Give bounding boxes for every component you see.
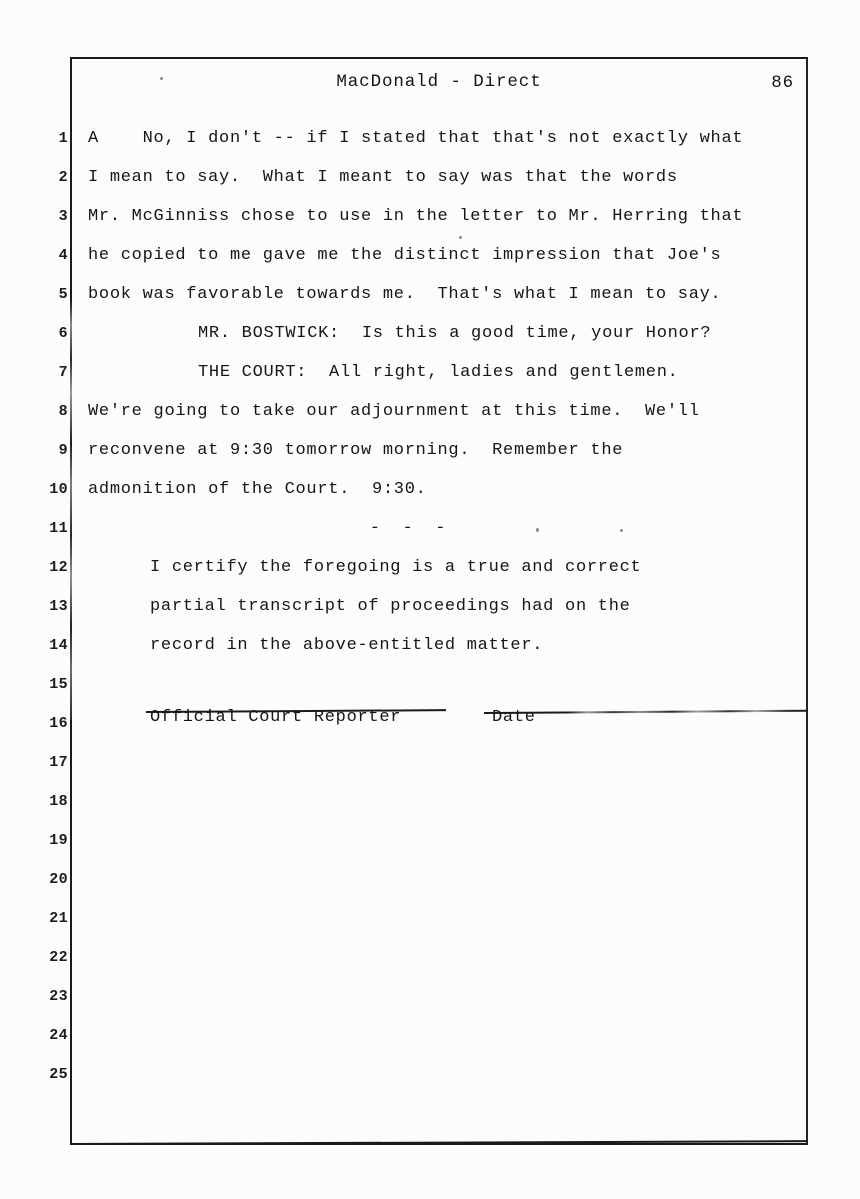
line-number: 16 (49, 715, 68, 732)
line-number: 17 (49, 754, 68, 771)
line-number: 1 (58, 130, 68, 147)
transcript-line: partial transcript of proceedings had on the (150, 597, 631, 616)
line-number: 22 (49, 949, 68, 966)
scan-speck (459, 236, 462, 239)
scan-speck (536, 528, 539, 532)
line-number: 19 (49, 832, 68, 849)
line-number: 8 (58, 403, 68, 420)
transcript-line: THE COURT: All right, ladies and gentlemen. (198, 363, 679, 382)
date-label: Date (492, 708, 536, 727)
transcript-line: Mr. McGinniss chose to use in the letter to Mr. Herring that (88, 207, 744, 226)
line-number: 6 (58, 325, 68, 342)
line-number: 18 (49, 793, 68, 810)
scan-speck (160, 77, 163, 80)
line-number: 7 (58, 364, 68, 381)
transcript-line: I certify the foregoing is a true and correct (150, 558, 642, 577)
line-number: 15 (49, 676, 68, 693)
line-number: 21 (49, 910, 68, 927)
line-number: 20 (49, 871, 68, 888)
line-number: 13 (49, 598, 68, 615)
line-number: 23 (49, 988, 68, 1005)
page-border-left-margin-rule (70, 300, 72, 720)
line-number: 9 (58, 442, 68, 459)
transcript-line: admonition of the Court. 9:30. (88, 480, 427, 499)
transcript-line: MR. BOSTWICK: Is this a good time, your Honor? (198, 324, 712, 343)
line-number: 12 (49, 559, 68, 576)
line-number: 11 (49, 520, 68, 537)
line-number: 24 (49, 1027, 68, 1044)
line-number: 3 (58, 208, 68, 225)
certification-signature-block (88, 700, 808, 750)
transcript-line: We're going to take our adjournment at this time. We'll (88, 402, 700, 421)
line-number: 2 (58, 169, 68, 186)
transcript-line: reconvene at 9:30 tomorrow morning. Remember the (88, 441, 624, 460)
transcript-line: A No, I don't -- if I stated that that's not exactly what (88, 129, 744, 148)
page-number: 86 (771, 73, 794, 93)
transcript-line: record in the above-entitled matter. (150, 636, 544, 655)
line-number: 5 (58, 286, 68, 303)
transcript-line: - - - (369, 519, 447, 538)
line-number: 10 (49, 481, 68, 498)
transcript-line: book was favorable towards me. That's what I mean to say. (88, 285, 722, 304)
line-number: 14 (49, 637, 68, 654)
transcript-text-body (88, 110, 806, 1070)
scan-speck (620, 529, 623, 532)
official-court-reporter-label: Official Court Reporter (150, 708, 402, 727)
line-number-gutter (22, 110, 68, 1083)
line-number: 4 (58, 247, 68, 264)
line-number: 25 (49, 1066, 68, 1083)
header-title: MacDonald - Direct (336, 72, 542, 92)
transcript-line: he copied to me gave me the distinct impression that Joe's (88, 246, 722, 265)
transcript-line: I mean to say. What I meant to say was that the words (88, 168, 678, 187)
document-header (72, 72, 806, 102)
